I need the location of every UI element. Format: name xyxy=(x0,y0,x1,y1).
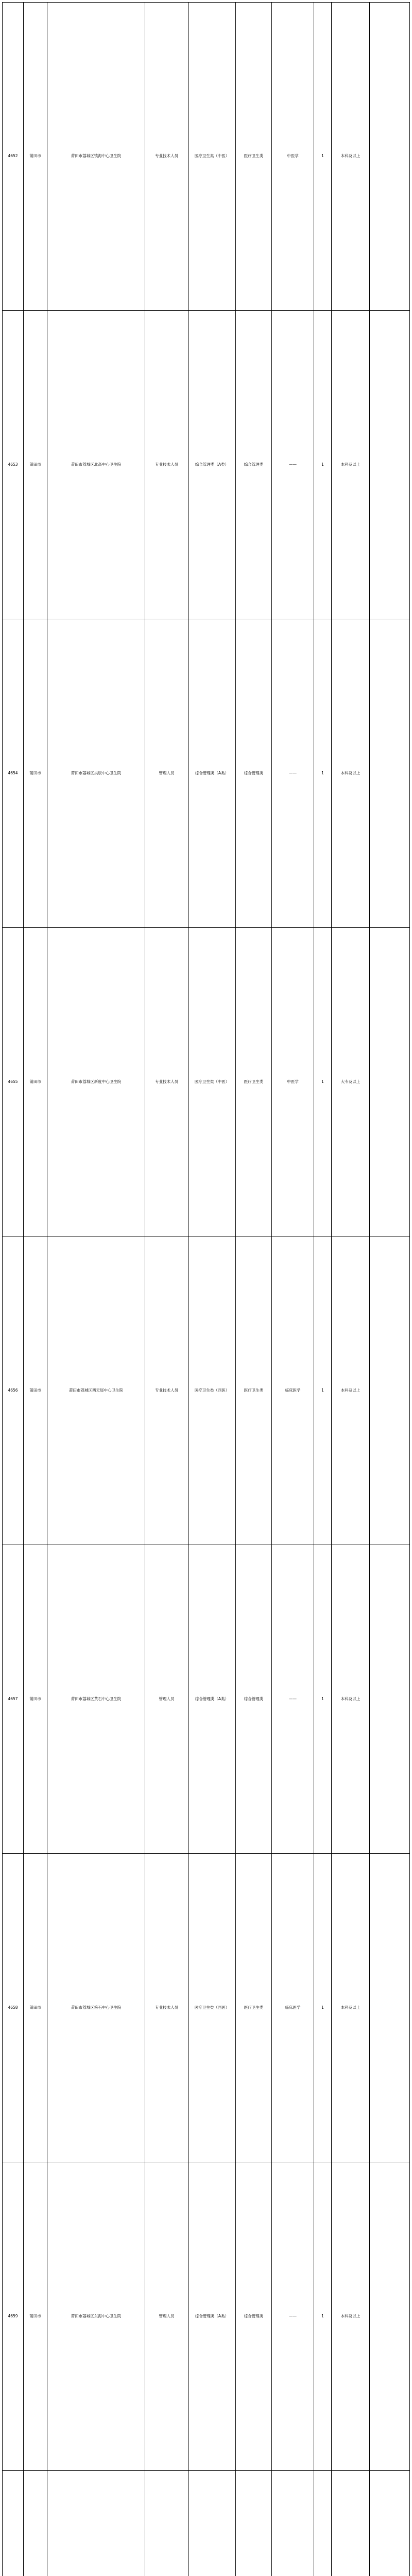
unit-name-cell: 莆田市荔城区笏石中心卫生院 xyxy=(47,1854,145,2162)
post-name-cell: 医疗卫生类（中医） xyxy=(188,3,236,310)
major-cell: —— xyxy=(272,619,314,927)
post-category-cell: 专业技术人员 xyxy=(145,3,188,310)
post-category-cell: 专业技术人员 xyxy=(145,311,188,619)
education-cell: 大专及以上 xyxy=(332,928,370,1236)
major-cell: —— xyxy=(272,2162,314,2470)
table-row xyxy=(2,2471,410,2576)
unit-name-cell: 莆田市荔城区新度中心卫生院 xyxy=(47,928,145,1236)
post-name-cell: 综合管理类（A类） xyxy=(188,311,236,619)
headcount-cell: 1 xyxy=(314,619,332,927)
major-category-cell: 医疗卫生类 xyxy=(236,928,272,1236)
row-number-cell: 4655 xyxy=(2,928,24,1236)
post-name-cell xyxy=(188,2471,236,2576)
headcount-cell: 1 xyxy=(314,3,332,310)
post-name-cell: 医疗卫生类（西医） xyxy=(188,1854,236,2162)
unit-name-cell xyxy=(47,2471,145,2576)
education-cell xyxy=(332,2471,370,2576)
headcount-cell: 1 xyxy=(314,1236,332,1545)
table-row xyxy=(2,928,410,1236)
table-row xyxy=(2,2162,410,2471)
row-number-cell: 4658 xyxy=(2,1854,24,2162)
table-row xyxy=(2,619,410,928)
major-cell: 中医学 xyxy=(272,928,314,1236)
region-cell: 莆田市 xyxy=(24,1236,47,1545)
post-category-cell: 专业技术人员 xyxy=(145,928,188,1236)
region-cell: 莆田市 xyxy=(24,928,47,1236)
post-category-cell: 专业技术人员 xyxy=(145,1236,188,1545)
unit-name-cell: 莆田市荔城区西天尾中心卫生院 xyxy=(47,1236,145,1545)
major-category-cell: 医疗卫生类 xyxy=(236,3,272,310)
headcount-cell: 1 xyxy=(314,1854,332,2162)
row-number-cell: 4659 xyxy=(2,2162,24,2470)
remarks-cell xyxy=(370,2471,410,2576)
education-cell: 本科及以上 xyxy=(332,3,370,310)
major-category-cell: 综合管理类 xyxy=(236,2162,272,2470)
remarks-cell xyxy=(370,3,410,310)
row-number-cell: 4653 xyxy=(2,311,24,619)
post-category-cell xyxy=(145,2471,188,2576)
post-name-cell: 医疗卫生类（西医） xyxy=(188,1236,236,1545)
major-category-cell: 综合管理类 xyxy=(236,311,272,619)
remarks-cell xyxy=(370,1545,410,1853)
post-name-cell: 综合管理类（A类） xyxy=(188,1545,236,1853)
education-cell: 本科及以上 xyxy=(332,1854,370,2162)
table-row xyxy=(2,2,410,311)
headcount-cell: 1 xyxy=(314,1545,332,1853)
major-cell: —— xyxy=(272,1545,314,1853)
post-category-cell: 专业技术人员 xyxy=(145,1854,188,2162)
row-number-cell: 4654 xyxy=(2,619,24,927)
region-cell: 莆田市 xyxy=(24,1545,47,1853)
major-cell: 临床医学 xyxy=(272,1854,314,2162)
remarks-cell xyxy=(370,1854,410,2162)
major-cell: 中医学 xyxy=(272,3,314,310)
major-category-cell xyxy=(236,2471,272,2576)
job-listing-table xyxy=(2,2,410,2576)
headcount-cell: 1 xyxy=(314,2162,332,2470)
region-cell xyxy=(24,2471,47,2576)
row-number-cell: 4652 xyxy=(2,3,24,310)
region-cell: 莆田市 xyxy=(24,1854,47,2162)
unit-name-cell: 莆田市荔城区镇海中心卫生院 xyxy=(47,3,145,310)
unit-name-cell: 莆田市荔城区拱辰中心卫生院 xyxy=(47,619,145,927)
region-cell: 莆田市 xyxy=(24,3,47,310)
row-number-cell: 4656 xyxy=(2,1236,24,1545)
post-name-cell: 医疗卫生类（中医） xyxy=(188,928,236,1236)
major-category-cell: 医疗卫生类 xyxy=(236,1236,272,1545)
headcount-cell xyxy=(314,2471,332,2576)
unit-name-cell: 莆田市荔城区东海中心卫生院 xyxy=(47,2162,145,2470)
remarks-cell xyxy=(370,1236,410,1545)
remarks-cell xyxy=(370,311,410,619)
headcount-cell: 1 xyxy=(314,928,332,1236)
table-row xyxy=(2,1545,410,1854)
table-row xyxy=(2,1236,410,1545)
remarks-cell xyxy=(370,928,410,1236)
row-number-cell xyxy=(2,2471,24,2576)
table-row xyxy=(2,311,410,619)
major-category-cell: 医疗卫生类 xyxy=(236,1854,272,2162)
post-name-cell: 综合管理类（A类） xyxy=(188,619,236,927)
table-row xyxy=(2,1854,410,2162)
education-cell: 本科及以上 xyxy=(332,311,370,619)
region-cell: 莆田市 xyxy=(24,311,47,619)
education-cell: 本科及以上 xyxy=(332,2162,370,2470)
education-cell: 本科及以上 xyxy=(332,1545,370,1853)
unit-name-cell: 莆田市荔城区黄石中心卫生院 xyxy=(47,1545,145,1853)
post-category-cell: 管理人员 xyxy=(145,2162,188,2470)
post-name-cell: 综合管理类（A类） xyxy=(188,2162,236,2470)
major-category-cell: 综合管理类 xyxy=(236,619,272,927)
major-category-cell: 综合管理类 xyxy=(236,1545,272,1853)
row-number-cell: 4657 xyxy=(2,1545,24,1853)
major-cell xyxy=(272,2471,314,2576)
remarks-cell xyxy=(370,619,410,927)
headcount-cell: 1 xyxy=(314,311,332,619)
education-cell: 本科及以上 xyxy=(332,1236,370,1545)
major-cell: —— xyxy=(272,311,314,619)
post-category-cell: 管理人员 xyxy=(145,619,188,927)
post-category-cell: 管理人员 xyxy=(145,1545,188,1853)
remarks-cell xyxy=(370,2162,410,2470)
education-cell: 本科及以上 xyxy=(332,619,370,927)
unit-name-cell: 莆田市荔城区北高中心卫生院 xyxy=(47,311,145,619)
region-cell: 莆田市 xyxy=(24,2162,47,2470)
region-cell: 莆田市 xyxy=(24,619,47,927)
major-cell: 临床医学 xyxy=(272,1236,314,1545)
